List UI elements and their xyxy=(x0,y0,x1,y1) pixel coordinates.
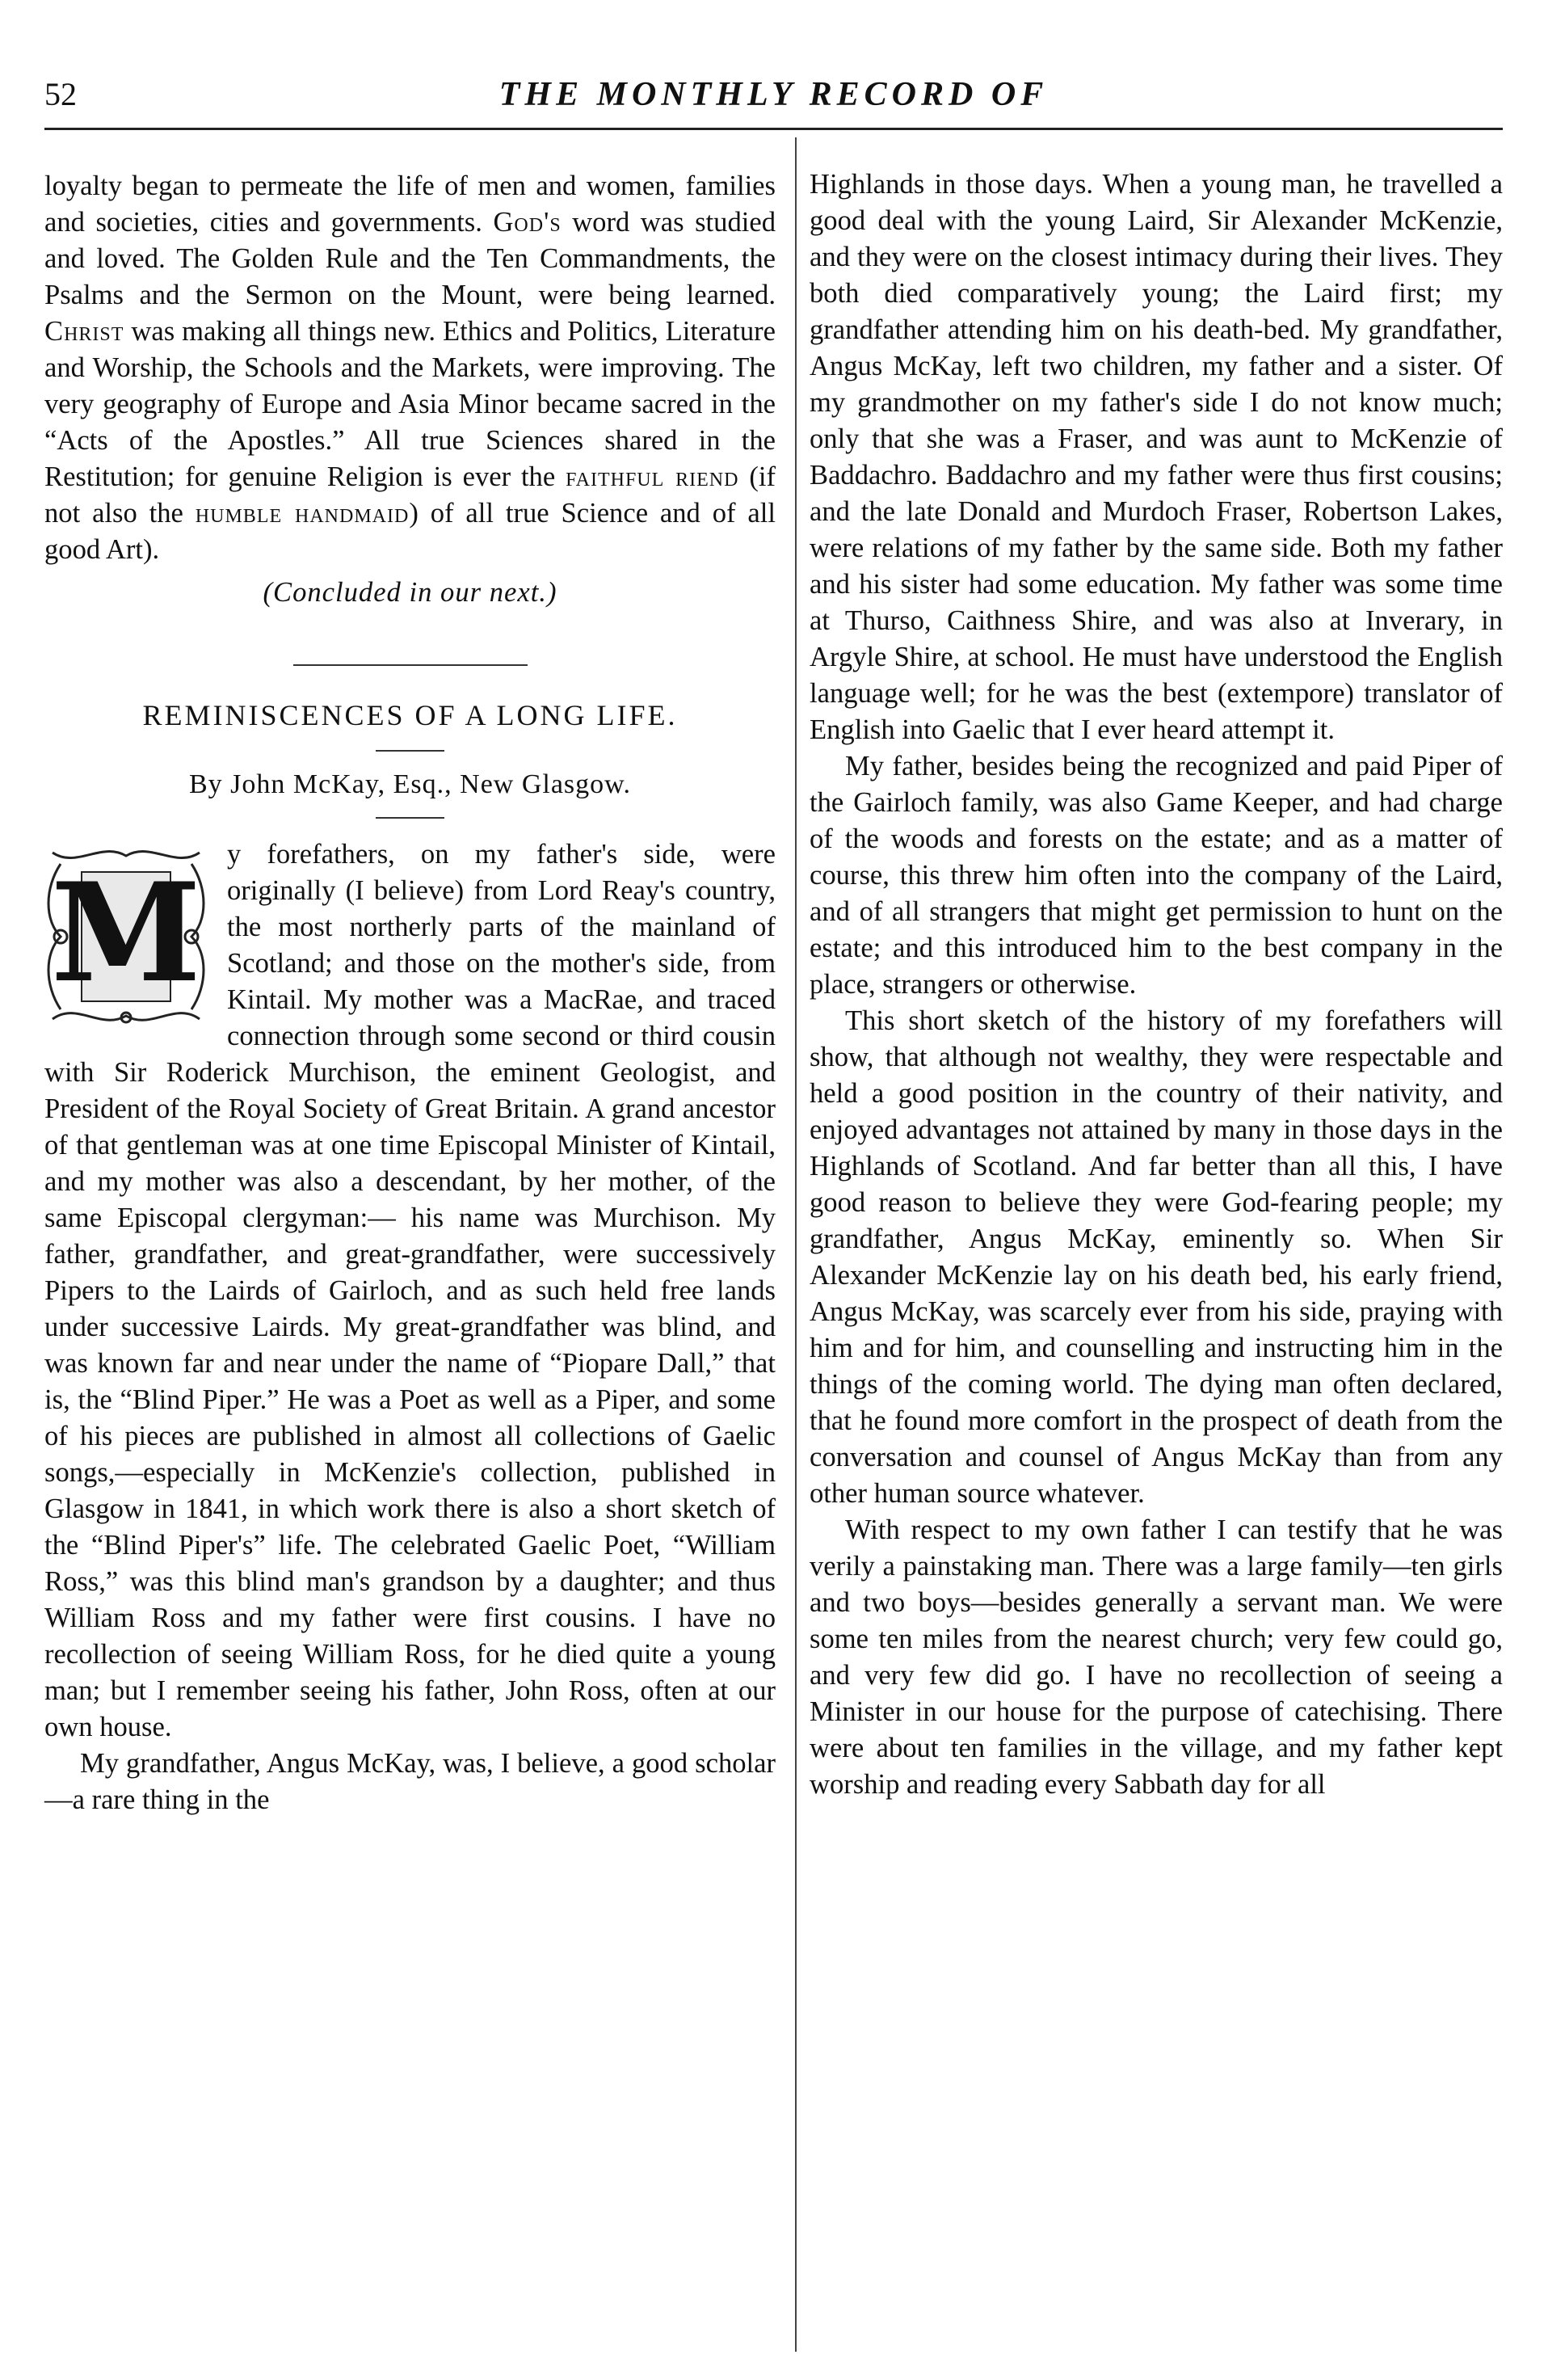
byline-rule xyxy=(376,817,444,819)
text-run: was making all things new. Ethics and Politics, Literature and Worship, the Schools and the Markets, were improving. The very geography of Europe and Asia Minor became sacred in the “Acts of the Apostles.” All true Sciences shared in the Restitution; for genuine Religion is ever the xyxy=(44,316,776,492)
title-rule xyxy=(376,750,444,752)
paragraph: This short sketch of the history of my forefathers will show, that although not wealthy, they were respectable and held a good position in the country of their nativity, and enjoyed advantages not attained by many in those days in the Highlands of Scotland. And far better than all this, I have good reason to believe they were God-fearing people; my grandfather, Angus McKay, eminently so. When Sir Alexander McKenzie lay on his death bed, his early friend, Angus McKay, was scarcely ever from his side, praying with him and for him, and counselling and instructing him in the things of the coming world. The dying man often declared, that he found more comfort in the prospect of death from the conversation and counsel of Angus McKay than from any other human source whatever. xyxy=(810,1005,1503,1509)
column-divider xyxy=(795,137,797,2352)
article-byline: By John McKay, Esq., New Glasgow. xyxy=(188,769,632,799)
page-number: 52 xyxy=(44,76,77,112)
paragraph: My father, besides being the recognized and paid Piper of the Gairloch family, was also Game Keeper, and had charge of the woods and forests on the estate; and as a matter of course, this threw him often into the company of the Laird, and of all strangers that might get permission to hunt on the estate; and this introduced him to the best company in the place, strangers or otherwise. xyxy=(810,751,1503,1000)
dropcap-letter: M xyxy=(51,853,201,1013)
text-run: God's xyxy=(493,207,562,238)
paragraph xyxy=(44,836,776,1746)
text-run: (if not also the xyxy=(44,461,776,529)
paragraph: Highlands in those days. When a young man, he travelled a good deal with the young Laird, Sir Alexander McKenzie, and they were on the closest intimacy during their lives. They both died comparatively young; the Laird first; my grandfather attending him on his death-bed. My grandfather, Angus McKay, left two children, my father and a sister. Of my grandmother on my father's side I do not know much; only that she was a Fraser, and was aunt to McKenzie of Baddachro. Baddachro and my father were thus first cousins; and the late Donald and Murdoch Fraser, Robertson Lakes, were relations of my father by the same side. Both my father and his sister had some education. My father was some time at Thurso, Caithness Shire, and was also at Inverary, in Argyle Shire, at school. He must have understood the English language well; for he was the best (extempore) translator of English into Gaelic that I ever heard attempt it. xyxy=(810,169,1503,745)
text-run: Christ xyxy=(44,316,124,347)
concluded-note: (Concluded in our next.) xyxy=(263,577,557,608)
page-header xyxy=(44,74,1503,120)
text-run: faithful riend xyxy=(566,461,739,492)
running-head: THE MONTHLY RECORD OF xyxy=(498,76,1049,113)
left-column xyxy=(44,168,776,1818)
text-run: word was studied and loved. The Golden Rule and the Ten Commandments, the Psalms and the Sermon on the Mount, were being learned. xyxy=(44,207,776,310)
paragraph xyxy=(44,168,776,568)
text-run: loyalty began to permeate the life of men and women, families and societies, cities and governments. xyxy=(44,171,776,238)
right-column xyxy=(810,166,1503,1803)
article-title: REMINISCENCES OF A LONG LIFE. xyxy=(142,699,678,731)
ornamental-dropcap xyxy=(36,840,216,1032)
text-run: y forefathers, on my father's side, were originally (I believe) from Lord Reay's country, the most northerly parts of the mainland of Scotland; and those on the mother's side, from Kintail. My mother was a MacRae, and traced connection through some second or third cousin with Sir Roderick Murchison, the eminent Geologist, and President of the Royal Society of Great Britain. A grand ancestor of that gentleman was at one time Episcopal Minister of Kintail, and my mother was also a descendant, by her mother, of the same Episcopal clergyman:— his name was Murchison. My father, grandfather, and great-grandfather, were successively Pipers to the Lairds of Gairloch, and as such held free lands under successive Lairds. My great-grandfather was blind, and was known far and near under the name of “Piopare Dall,” that is, the “Blind Piper.” He was a Poet as well as a Piper, and some of his pieces are published in almost all collections of Gaelic songs,—especially in McKenzie's collection, published in Glasgow in 1841, in which work there is also a short sketch of the “Blind Piper's” life. The celebrated Gaelic Poet, “William Ross,” was this blind man's grandson by a daughter; and thus William Ross and my father were first cousins. I have no recollection of seeing William Ross, for he died quite a young man; but I remember seeing his father, John Ross, often at our own house. xyxy=(44,839,776,1742)
section-rule xyxy=(293,664,528,666)
text-run: humble handmaid xyxy=(195,498,410,529)
header-rule xyxy=(44,128,1503,130)
paragraph: My grandfather, Angus McKay, was, I believe, a good scholar—a rare thing in the xyxy=(44,1748,776,1815)
paragraph: With respect to my own father I can testify that he was verily a painstaking man. There was a large family—ten girls and two boys—besides generally a servant man. We were some ten miles from the nearest church; very few could go, and very few did go. I have no recollection of seeing a Minister in our house for the purpose of catechising. There were about ten families in the village, and my father kept worship and reading every Sabbath day for all xyxy=(810,1514,1503,1800)
text-run: ) of all true Science and of all good Art). xyxy=(44,498,776,565)
